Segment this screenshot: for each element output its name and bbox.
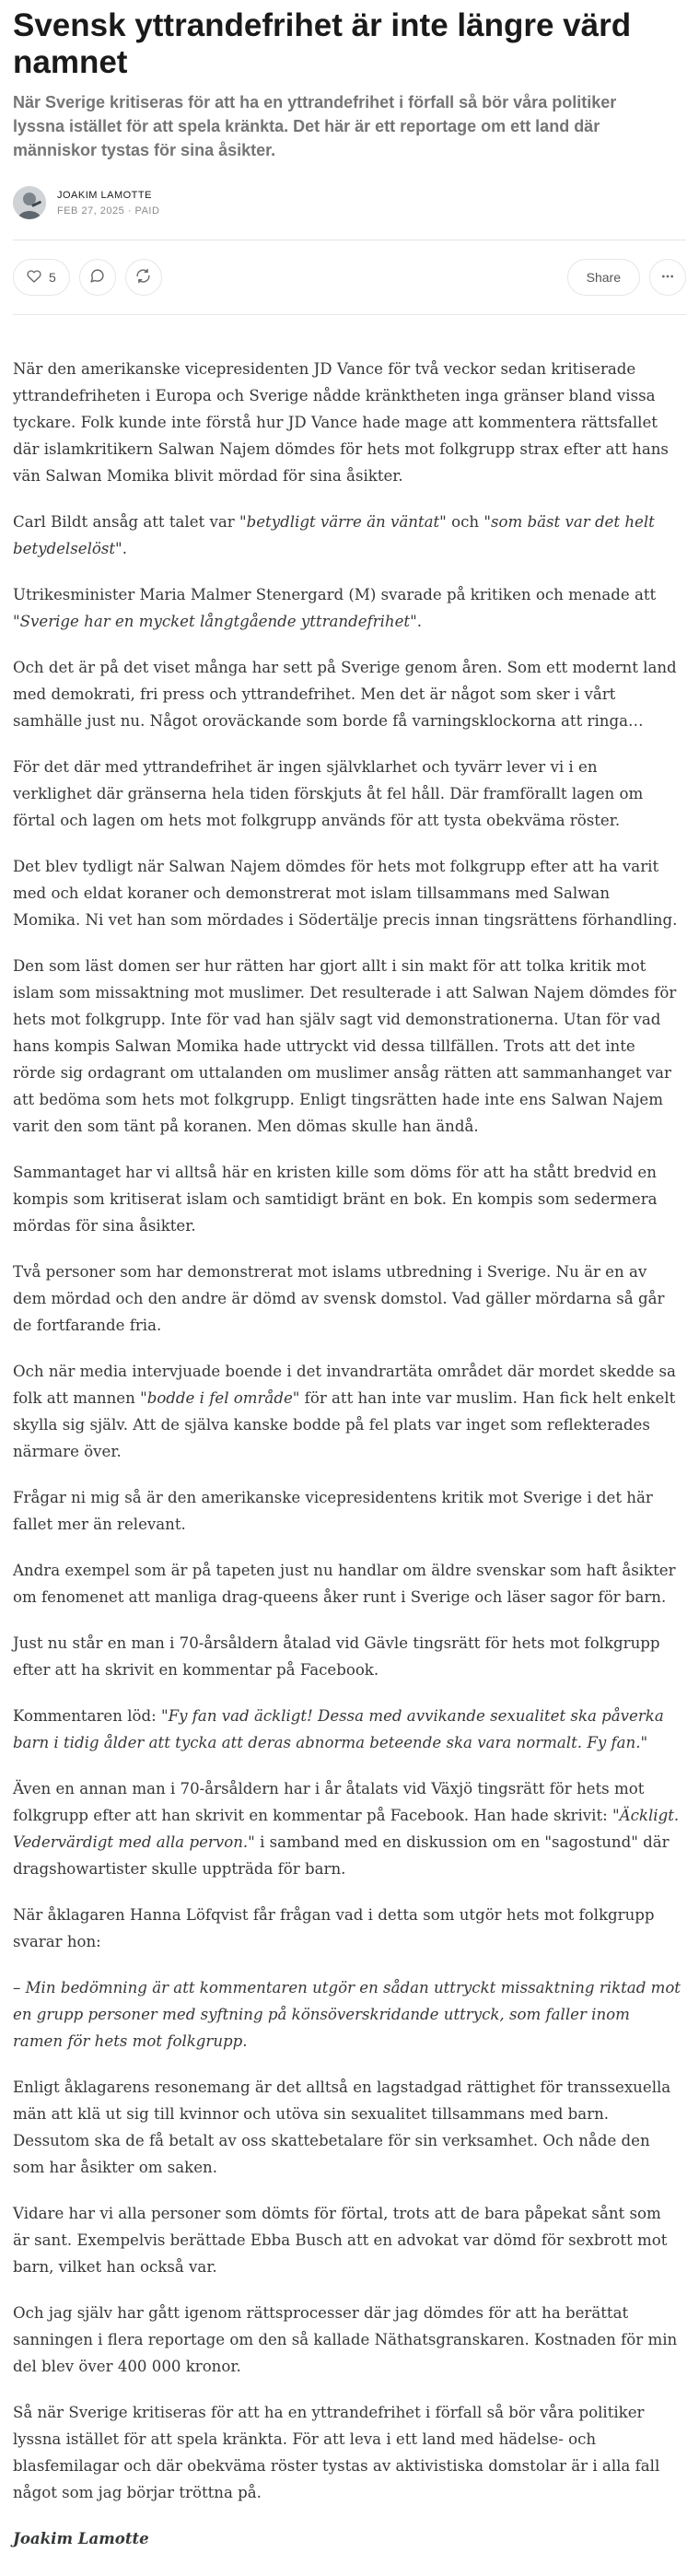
body-paragraph xyxy=(13,509,681,562)
body-paragraph xyxy=(13,2300,681,2380)
author-avatar[interactable] xyxy=(13,186,46,219)
paragraph-text: Utrikesminister Maria Malmer Stenergard (M) svarade på kritiken och menade att xyxy=(13,586,657,603)
heart-icon xyxy=(27,269,41,287)
paragraph-text: Andra exempel som är på tapeten just nu handlar om äldre svenskar som haft åsikter om fenomenet att manliga drag-queens åker runt i Sverige och läser sagor för barn. xyxy=(13,1562,676,1606)
body-paragraph xyxy=(13,1484,681,1538)
post-date: FEB 27, 2025 · PAID xyxy=(57,205,160,217)
restack-icon xyxy=(135,268,151,287)
quote-text: "Äckligt. Vedervärdigt med alla pervon." xyxy=(13,1807,680,1851)
post-action-bar xyxy=(13,240,686,315)
paragraph-text: Kommentaren löd: xyxy=(13,1707,161,1725)
quote-text: – Min bedömning är att kommentaren utgör en sådan uttryckt missaktning riktad mot en grupp personer med syftning på könsöverskridande uttryck, som faller inom ramen för hets mot folkgrupp. xyxy=(13,1979,681,2050)
quote-text: "bodde i fel område" xyxy=(140,1389,300,1407)
like-count: 5 xyxy=(49,270,56,285)
author-signature: Joakim Lamotte xyxy=(13,2529,149,2547)
avatar-image xyxy=(13,186,46,219)
body-paragraph xyxy=(13,2200,681,2280)
body-paragraph xyxy=(13,581,681,635)
paragraph-text: Just nu står en man i 70-årsåldern åtalad vid Gävle tingsrätt för hets mot folkgrupp efter att ha skrivit en kommentar på Facebook. xyxy=(13,1634,660,1679)
paragraph-text: Och när media intervjuade boende i det invandrartäta området där mordet skedde sa folk att mannen xyxy=(13,1363,676,1407)
signature-paragraph xyxy=(13,2525,681,2552)
body-paragraph xyxy=(13,2074,681,2181)
byline xyxy=(13,184,686,221)
paragraph-text: . xyxy=(122,540,127,557)
author-name[interactable]: JOAKIM LAMOTTE xyxy=(57,189,152,201)
paragraph-text: Och jag själv har gått igenom rättsprocesser där jag dömdes för att ha berättat sanningen i flera reportage om den så kallade Näthatsgranskaren. Kostnaden för min del blev över 400 000 kronor. xyxy=(13,2304,678,2375)
more-button[interactable] xyxy=(649,259,686,296)
paragraph-text: Enligt åklagarens resonemang är det alltså en lagstadgad rättighet för transsexuella män att klä ut sig till kvinnor och utöva sin sexualitet tillsammans med barn. Dessutom ska de få betalt av oss skattebetalare för sin verksamhet. Och nåde den som har åsikter om saken. xyxy=(13,2078,671,2176)
body-paragraph xyxy=(13,654,681,734)
body-paragraph xyxy=(13,1557,681,1610)
body-paragraph xyxy=(13,1902,681,1955)
body-paragraph xyxy=(13,1259,681,1339)
paragraph-text: och xyxy=(446,513,484,531)
quote-text: "Fy fan vad äckligt! Dessa med avvikande sexualitet ska påverka barn i tidig ålder att tycka att deras abnorma beteende ska vara normalt. Fy fan." xyxy=(13,1707,664,1751)
paragraph-text: Den som läst domen ser hur rätten har gjort allt i sin makt för att tolka kritik mot islam som missaktning mot muslimer. Det resulterade i att Salwan Najem dömdes för hets mot folkgrupp. Inte för vad han själv sagt vid demonstrationerna. Utan för vad hans kompis Salwan Momika hade uttryckt vid dessa tillfällen. Trots att det inte rörde sig ordagrant om uttalanden om muslimer ansåg rätten att sammanhanget var att bedöma som hets mot folkgrupp. Enligt tingsrätten hade inte ens Salwan Najem varit den som tänt på koranen. Men dömas skulle han ändå. xyxy=(13,957,677,1135)
paragraph-text: Vidare har vi alla personer som dömts för förtal, trots att de bara påpekat sånt som är sant. Exempelvis berättade Ebba Busch att en advokat var dömd för sexbrott mot barn, vilket han också var. xyxy=(13,2205,668,2276)
quote-text: "Sverige har en mycket långtgående yttrandefrihet" xyxy=(13,613,417,630)
paragraph-text: Carl Bildt ansåg att talet var xyxy=(13,513,239,531)
comment-button[interactable] xyxy=(79,259,116,296)
body-paragraph xyxy=(13,853,681,933)
paragraph-text: När den amerikanske vicepresidenten JD Vance för två veckor sedan kritiserade yttrandefriheten i Europa och Sverige nådde kränktheten inga gränser bland vissa tyckare. Folk kunde inte förstå hur JD Vance hade mage att kommentera rättsfallet där islamkritikern Salwan Najem dömdes för hets mot folkgrupp strax efter att hans vän Salwan Momika blivit mördad för sina åsikter. xyxy=(13,360,669,485)
paragraph-text: Två personer som har demonstrerat mot islams utbredning i Sverige. Nu är en av dem mördad och den andre är dömd av svensk domstol. Vad gäller mördarna så går de fortfarande fria. xyxy=(13,1263,665,1334)
body-paragraph xyxy=(13,1630,681,1683)
post-body xyxy=(13,315,686,2552)
paragraph-text: När åklagaren Hanna Löfqvist får frågan vad i detta som utgör hets mot folkgrupp svarar hon: xyxy=(13,1906,655,1950)
body-paragraph xyxy=(13,953,681,1140)
quote-text: "betydligt värre än väntat" xyxy=(239,513,447,531)
post-subtitle: När Sverige kritiseras för att ha en yttrandefrihet i förfall så bör våra politiker lyssna istället för att spela kränkta. Det här är ett reportage om ett land där människor tystas för sina åsikter. xyxy=(13,93,617,159)
paragraph-text: . xyxy=(416,613,422,630)
paragraph-text: Det blev tydligt när Salwan Najem dömdes för hets mot folkgrupp efter att ha varit med och eldat koraner och demonstrerat mot islam tillsammans med Salwan Momika. Ni vet han som mördades i Södertälje precis innan tingsrättens förhandling. xyxy=(13,858,678,929)
paragraph-text: Sammantaget har vi alltså här en kristen kille som döms för att ha stått bredvid en kompis som kritiserat islam och samtidigt bränt en bok. En kompis som sedermera mördas för sina åsikter. xyxy=(13,1164,658,1235)
paragraph-text: Och det är på det viset många har sett på Sverige genom åren. Som ett modernt land med demokrati, fri press och yttrandefrihet. Men det är något som sker i vårt samhälle just nu. Något oroväckande som borde få varningsklockorna att ringa… xyxy=(13,659,677,730)
more-icon xyxy=(660,269,675,287)
body-paragraph xyxy=(13,1775,681,1882)
body-paragraph xyxy=(13,1358,681,1465)
quote-text: "som bäst var det helt betydelselöst" xyxy=(13,513,655,557)
restack-button[interactable] xyxy=(125,259,162,296)
body-paragraph xyxy=(13,356,681,489)
post-title: Svensk yttrandefrihet är inte längre värd namnet xyxy=(13,7,632,80)
paragraph-text: Så när Sverige kritiseras för att ha en yttrandefrihet i förfall så bör våra politiker lyssna istället för att spela kränkta. För att leva i ett land med hädelse- och blasfemilagar och där obekväma röster tystas av aktivistiska domstolar är i alla fall något som jag börjar tröttna på. xyxy=(13,2404,660,2501)
body-paragraph xyxy=(13,754,681,834)
body-paragraph xyxy=(13,1974,681,2055)
like-button[interactable] xyxy=(13,259,70,296)
comment-icon xyxy=(89,268,105,287)
paragraph-text: För det där med yttrandefrihet är ingen självklarhet och tyvärr lever vi i en verklighet där gränserna hela tiden förskjuts åt fel håll. Där framförallt lagen om förtal och lagen om hets mot folkgrupp används för att tysta obekväma röster. xyxy=(13,758,644,829)
body-paragraph xyxy=(13,2399,681,2506)
share-button[interactable]: Share xyxy=(567,259,640,296)
paragraph-text: Även en annan man i 70-årsåldern har i år åtalats vid Växjö tingsrätt för hets mot folkgrupp efter att han skrivit en kommentar på Facebook. Han hade skrivit: xyxy=(13,1780,645,1824)
paragraph-text: i samband med en diskussion om en "sagostund" där dragshowartister skulle uppträda för barn. xyxy=(13,1833,670,1878)
body-paragraph xyxy=(13,1159,681,1239)
paragraph-text: Frågar ni mig så är den amerikanske vicepresidentens kritik mot Sverige i det här fallet mer än relevant. xyxy=(13,1489,653,1533)
body-paragraph xyxy=(13,1703,681,1756)
paragraph-text: för att han inte var muslim. Han fick helt enkelt skylla sig själv. Att de själva kanske bodde på fel plats var inget som reflekterades närmare över. xyxy=(13,1389,676,1460)
